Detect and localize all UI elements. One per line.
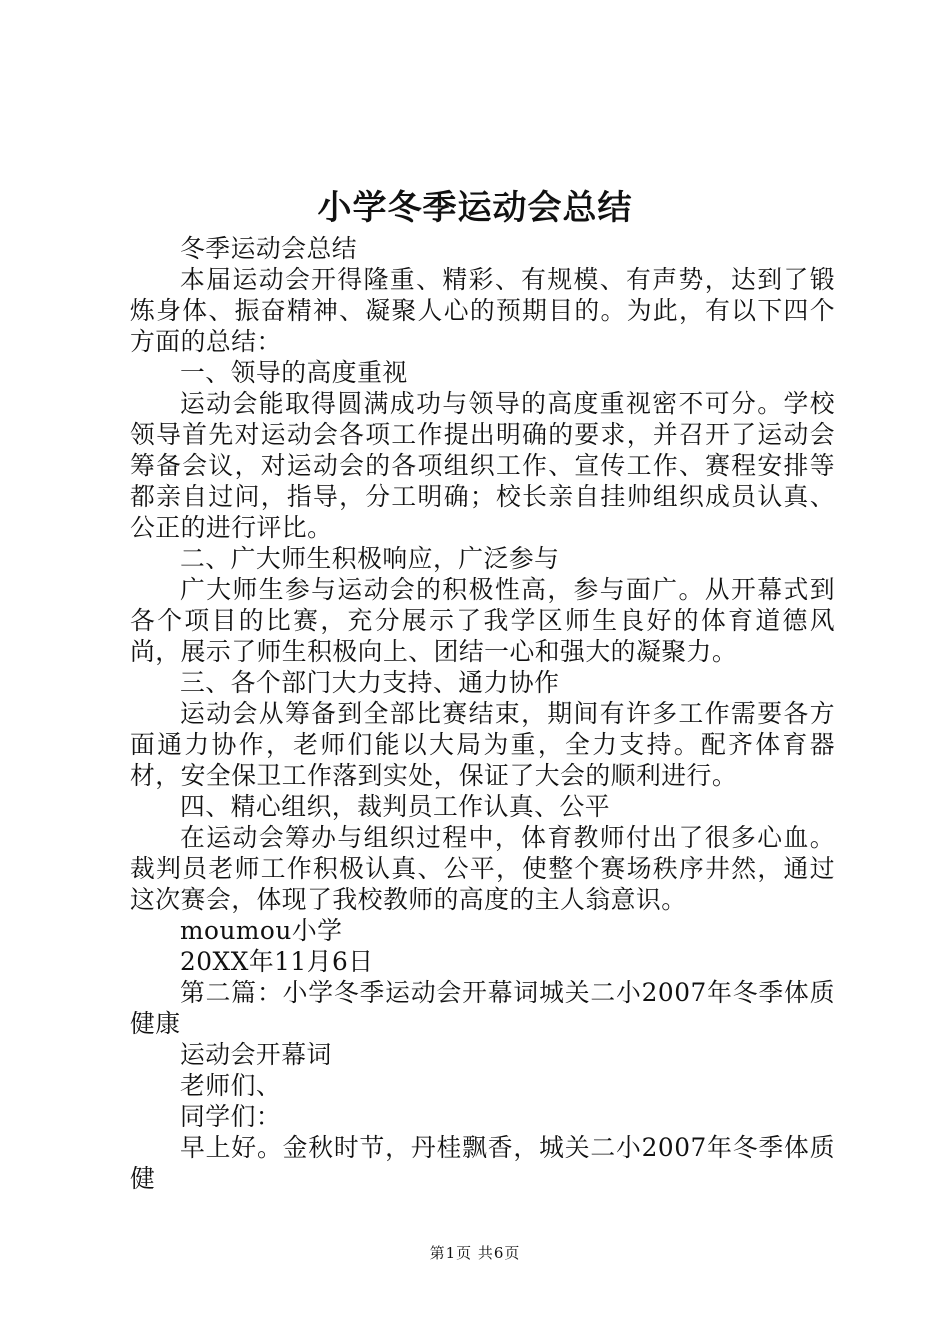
section-heading-2: 二、广大师生积极响应，广泛参与	[180, 544, 560, 573]
paragraph-section-4: 在运动会筹办与组织过程中，体育教师付出了很多心血。裁判员老师工作积极认真、公平，使整个赛场秩序井然，通过这次赛会，体现了我校教师的高度的主人翁意识。	[130, 823, 835, 914]
document-body	[130, 233, 835, 1194]
document-title: 小学冬季运动会总结	[317, 188, 633, 228]
section-heading-4: 四、精心组织，裁判员工作认真、公平	[180, 792, 611, 821]
paragraph-section-1: 运动会能取得圆满成功与领导的高度重视密不可分。学校领导首先对运动会各项工作提出明确的要求，并召开了运动会筹备会议，对运动会的各项组织工作、宣传工作、赛程安排等都亲自过问，指导，分工明确；校长亲自挂帅组织成员认真、公正的进行评比。	[130, 389, 835, 542]
section-heading-3: 三、各个部门大力支持、通力协作	[180, 668, 560, 697]
speech-title: 运动会开幕词	[180, 1040, 332, 1069]
paragraph-section-3: 运动会从筹备到全部比赛结束，期间有许多工作需要各方面通力协作，老师们能以大局为重，全力支持。配齐体育器材，安全保卫工作落到实处，保证了大会的顺利进行。	[130, 699, 835, 790]
paragraph-subtitle: 冬季运动会总结	[180, 234, 358, 263]
greeting-teachers: 老师们、	[180, 1071, 282, 1100]
greeting-students: 同学们：	[180, 1102, 282, 1131]
speech-opening: 早上好。金秋时节，丹桂飘香，城关二小2007年冬季体质健	[130, 1133, 835, 1193]
section-heading-1: 一、领导的高度重视	[180, 358, 408, 387]
second-article-heading: 第二篇：小学冬季运动会开幕词城关二小2007年冬季体质健康	[130, 978, 835, 1038]
signature-school: moumou小学	[180, 916, 343, 945]
page-number-footer: 第1页 共6页	[429, 1244, 521, 1262]
paragraph-intro: 本届运动会开得隆重、精彩、有规模、有声势，达到了锻炼身体、振奋精神、凝聚人心的预期目的。为此，有以下四个方面的总结：	[130, 265, 835, 356]
paragraph-section-2: 广大师生参与运动会的积极性高，参与面广。从开幕式到各个项目的比赛，充分展示了我学区师生良好的体育道德风尚，展示了师生积极向上、团结一心和强大的凝聚力。	[130, 575, 835, 666]
signature-date: 20XX年11月6日	[180, 947, 374, 976]
